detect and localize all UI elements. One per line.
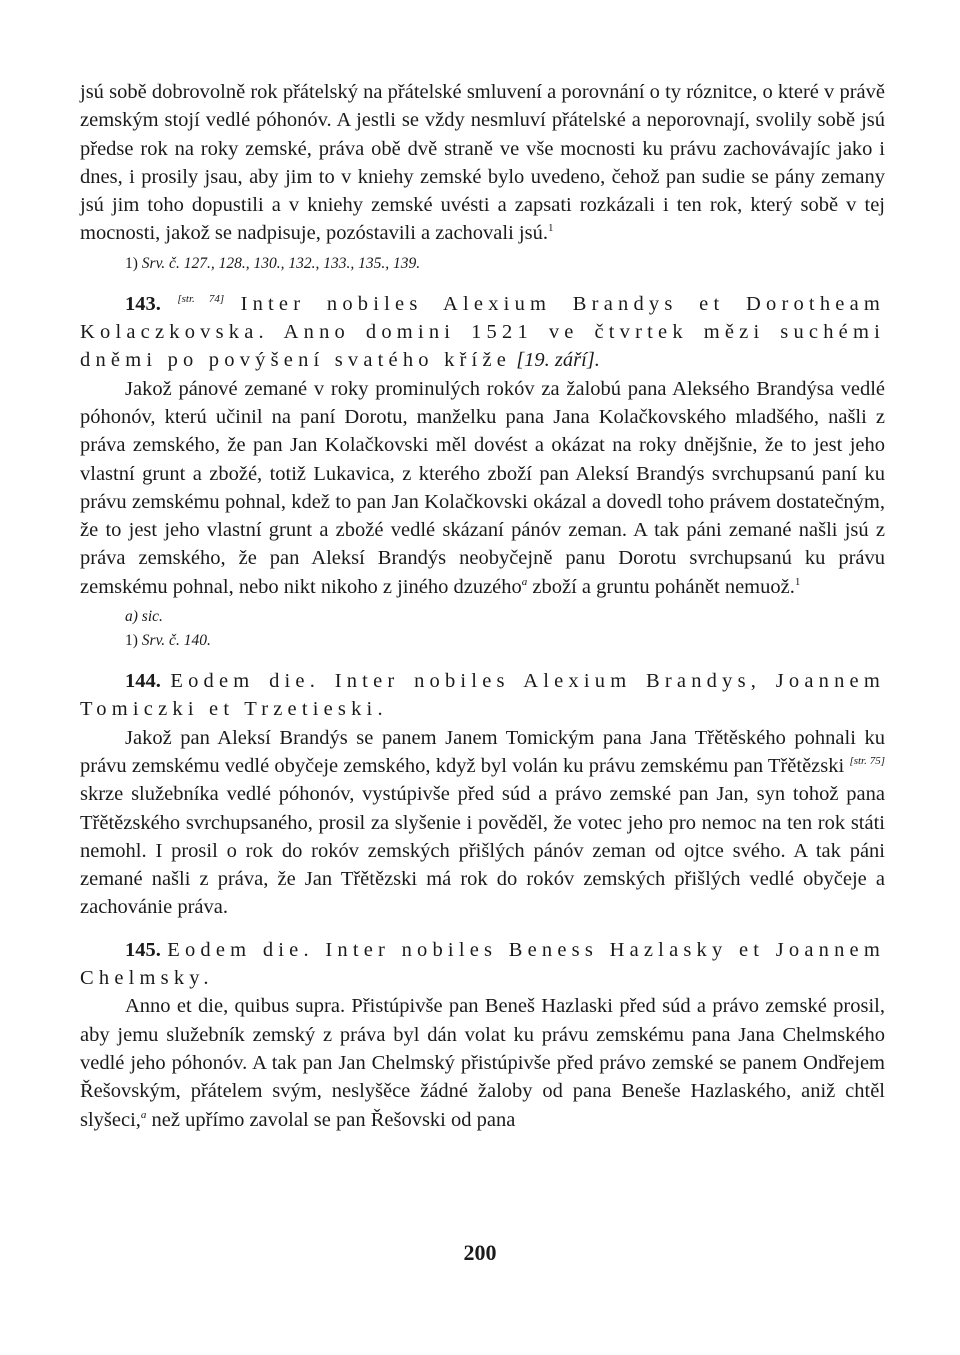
entry-145-body — [80, 992, 885, 1133]
entry-145-heading — [80, 936, 885, 993]
page-reference: [str. 74] — [177, 292, 225, 305]
footnote-reference: 1 — [547, 222, 554, 235]
entry-number: 143. — [125, 292, 161, 315]
entry-144-heading — [80, 667, 885, 724]
entry-body-text: Anno et die, quibus supra. Přistúpivše pan Beneš Hazlaski před súd a právo zemské prosil, aby jemu služebník zemský z práva byl dán volat ku právu zemskému pana Jana Chelmského vedlé jeho póhonóv. A tak pan Jan Chelmský přistúpivše před právo zemské se panem Ondřejem Řešovským, přátelem svým, neslyšěce žádné žaloby od pana Beneše Hazlaského, aniž chtěl slyšeci, — [80, 995, 885, 1131]
entry-144-body — [80, 724, 885, 922]
footnote-text: Srv. č. 140. — [141, 632, 211, 650]
footnote-reference: 1 — [794, 575, 801, 588]
footnote-reference: a — [140, 1108, 147, 1121]
footnote-mark: 1) — [125, 632, 138, 650]
entry-heading-text: Inter nobiles Alexium Brandys et Dorotheam Kolaczkovska. Anno domini 1521 ve čtvrtek mězi suchémi dněmi po povýšení svatého kříže — [80, 292, 886, 372]
entry-heading-text: Eodem die. Inter nobiles Beness Hazlasky et Joannem Chelmsky. — [80, 938, 885, 990]
page-body — [80, 78, 885, 1134]
entry-body-text: Jakož pánové zemané v roky prominulých rokóv za žalobú pana Alekséhо Brandýsa vedlé póhonóv, kterú učinil na paní Dorotu, manželku pana Jana Kolačkovského mladšého, našli z práva zemského, že pan Jan Kolačkovski měl dovést a okázat na roky dnějšnie, že to jest jeho vlastní grunt a zbožé, totiž Lukavica, z kterého zboží pan Aleksí Brandýs svrchupsanú paní ku právu zemskému pohnal, kdež to pan Jan Kolačkovski okázal a dovedl toho právem dostatečným, že to jest jeho vlastní grunt a zbožé vedlé skázaní pánóv zeman. A tak páni zemané našli jsú z práva zemského, že pan Aleksí Brandýs neobyčejně panu Dorotu svrchupsanú ku právu zemskému pohnal, nebo nikt nikoho z jiného dzuzého — [80, 377, 885, 598]
footnote-text: sic. — [141, 608, 163, 626]
footnote — [80, 605, 885, 629]
footnote-mark: a) — [125, 608, 138, 626]
entry-number: 145. — [125, 938, 161, 961]
entry-body-text-end: než upřímo zavolal se pan Řešovski od pana — [146, 1108, 516, 1131]
entry-body-text-end: skrze služebníka vedlé póhonóv, vystúpivše před súd a právo zemské pan Jan, syn tohož pana Třětězského svrchupsaného, prosil za slyšenie i pověděl, že votec jeho pro nemoc na ten rok státi nemohl. I prosil o rok do rokóv zemských přišlých pánóv zeman od ojtce svého. A tak páni zemané našli z práva, že Jan Třětězski má rok do rokóv zemských přišlých vedlé obyčeje a zachovánie práva. — [80, 783, 885, 919]
page-reference: [str. 75] — [849, 755, 885, 768]
entry-number: 144. — [125, 670, 161, 693]
entry-heading-text: Eodem die. Inter nobiles Alexium Brandys, Joannem Tomiczki et Trzetieski. — [80, 670, 885, 721]
page-number: 200 — [463, 1240, 497, 1265]
entry-143-body — [80, 375, 885, 601]
entry-date: [19. září]. — [516, 349, 600, 372]
entry-body-text: Jakož pan Aleksí Brandýs se panem Janem Tomickým pana Jana Třětěského pohnali ku právu zemskému vedlé obyčeje zemského, když byl volán ku právu zemskému pan Třětězski — [80, 726, 885, 777]
entry-body-text-end: zboží a gruntu pohánět nemuož. — [527, 575, 795, 598]
footnote-text: Srv. č. 127., 128., 130., 132., 133., 135., 139. — [141, 254, 421, 272]
intro-text: jsú sobě dobrovolně rok přátelský na přátelské smluvení a porovnání o ty róznitce, o které v právě zemským stojí vedlé póhonóv. A jestli se vždy nesmluví přátelské a neporovnají, svolily sobě jsú předse rok na roky zemské, práva obě dvě straně ve vše mocnosti ku právu zachovávajíc jako i dnes, i prosily jsau, aby jim to v kniehy zemské bylo uvedeno, čehož pan sudie se pány zemany jsú jim toho dopustili a v kniehy zemské uvésti a zapsati rozkázali i ten rok, který sobě v tej mocnosti, jakož se nadpisuje, pozóstavili a zachovali jsú. — [80, 81, 885, 245]
footnote-mark: 1) — [125, 254, 138, 272]
intro-paragraph — [80, 78, 885, 248]
footnote-reference: a — [521, 575, 528, 588]
entry-143-heading — [80, 290, 885, 375]
footnote — [80, 252, 885, 276]
footnote — [80, 629, 885, 653]
